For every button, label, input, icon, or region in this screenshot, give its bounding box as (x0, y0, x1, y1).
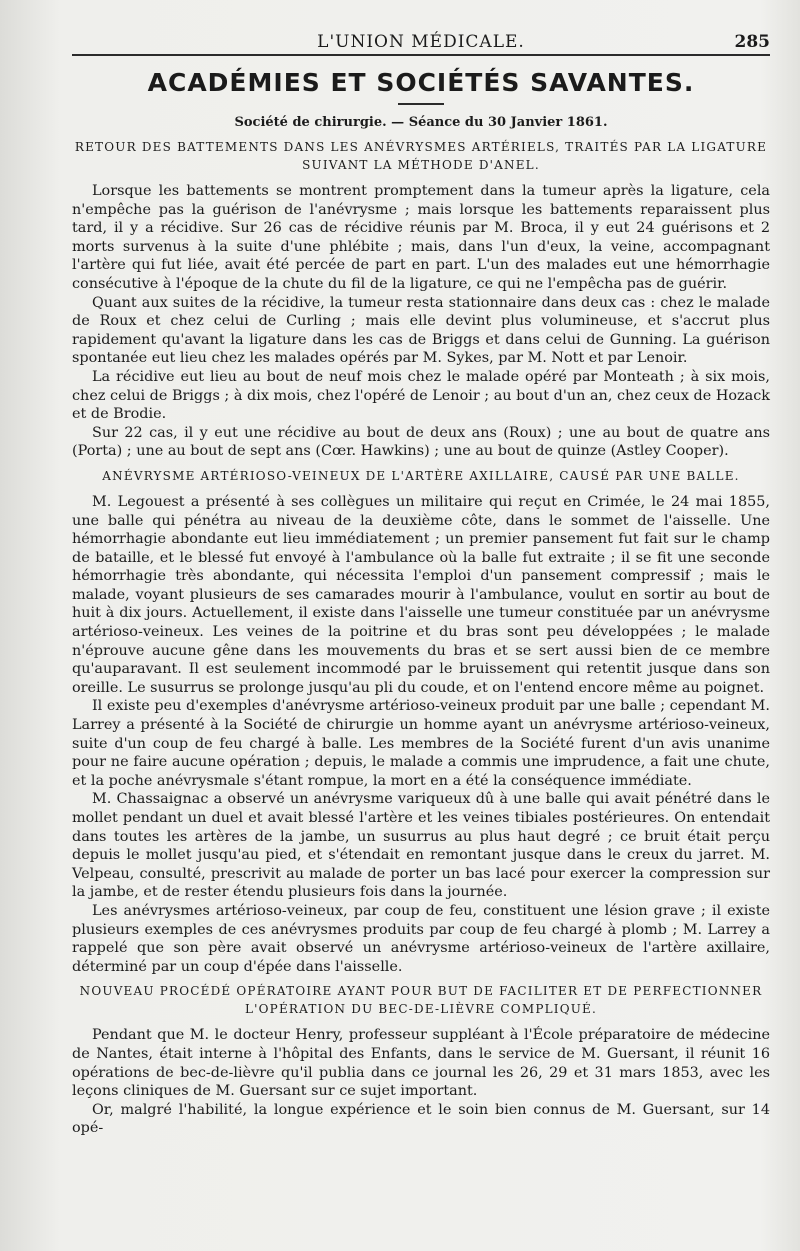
paragraph: Il existe peu d'exemples d'anévrysme artérioso-veineux produit par une balle ; cependant M. Larrey a présenté à la Société de chirurgie un homme ayant un anévrysme artérioso-veineux, suite d'un coup de feu chargé à balle. Les membres de la Société furent d'un avis unanime pour ne faire aucune opération ; depuis, le malade a commis une imprudence, a fait une chute, et la poche anévrysmale s'étant rompue, la mort en a été la conséquence immédiate. (72, 698, 770, 789)
section-title-2: ANÉVRYSME ARTÉRIOSO-VEINEUX DE L'ARTÈRE AXILLAIRE, CAUSÉ PAR UNE BALLE. (102, 468, 740, 483)
section-title-3: NOUVEAU PROCÉDÉ OPÉRATOIRE AYANT POUR BUT DE FACILITER ET DE PERFECTIONNER L'OPÉRATION DU BEC-DE-LIÈVRE COMPLIQUÉ. (79, 984, 763, 1017)
page-number: 285 (734, 32, 770, 52)
heading-rule (398, 103, 444, 105)
journal-title: L'UNION MÉDICALE. (317, 32, 525, 52)
paragraph: Pendant que M. le docteur Henry, professeur suppléant à l'École préparatoire de médecine de Nantes, était interne à l'hôpital des Enfants, dans le service de M. Guersant, il réunit 16 opérations de bec-de-lièvre qu'il publia dans ce journal les 26, 29 et 31 mars 1853, avec les leçons cliniques de M. Guersant sur ce sujet important. (72, 1027, 770, 1100)
paragraph: Quant aux suites de la récidive, la tumeur resta stationnaire dans deux cas : chez le malade de Roux et chez celui de Curling ; mais elle devint plus volumineuse, et s'accrut plus rapidement qu'avant la ligature dans les cas de Briggs et dans celui de Gunning. La guérison spontanée eut lieu chez les malades opérés par M. Sykes, par M. Nott et par Lenoir. (72, 294, 770, 367)
society-session-line: Société de chirurgie. — Séance du 30 Janvier 1861. (234, 115, 608, 130)
paragraph: Lorsque les battements se montrent promptement dans la tumeur après la ligature, cela n'empêche pas la guérison de l'anévrysme ; mais lorsque les battements reparaissent plus tard, il y a récidive. Sur 26 cas de récidive réunis par M. Broca, il y eut 24 guérisons et 2 morts survenus à la suite d'une phlébite ; mais, dans l'un d'eux, la veine, accompagnant l'artère qui fut liée, avait été percée de part en part. L'un des malades eut une hémorrhagie consécutive à l'époque de la chute du fil de la ligature, ce qui ne l'empêcha pas de guérir. (72, 183, 770, 292)
paragraph: Sur 22 cas, il y eut une récidive au bout de deux ans (Roux) ; une au bout de quatre ans (Porta) ; une au bout de sept ans (Cœr. Hawkins) ; une au bout de quinze (Astley Cooper). (72, 424, 770, 460)
section-title-1: RETOUR DES BATTEMENTS DANS LES ANÉVRYSMES ARTÉRIELS, TRAITÉS PAR LA LIGATURE SUIVANT LA MÉTHODE D'ANEL. (74, 140, 768, 172)
paragraph: La récidive eut lieu au bout de neuf mois chez le malade opéré par Monteath ; à six mois, chez celui de Briggs ; à dix mois, chez l'opéré de Lenoir ; au bout d'un an, chez ceux de Hozack et de Brodie. (72, 368, 770, 423)
section-body-1 (72, 182, 770, 461)
paragraph: M. Legouest a présenté à ses collègues un militaire qui reçut en Crimée, le 24 mai 1855, une balle qui pénétra au niveau de la deuxième côte, dans le sommet de l'aisselle. Une hémorrhagie abondante eut lieu immédiatement ; un premier pansement fut fait sur le champ de bataille, et le blessé fut envoyé à l'ambulance où la balle fut extraite ; il se fit une seconde hémorrhagie très abondante, qui nécessita l'emploi d'un pansement compressif ; mais le malade, voyant plusieurs de ses camarades mourir à l'ambulance, voulut en sortir au bout de huit à dix jours. Actuellement, il existe dans l'aisselle une tumeur constituée par un anévrysme artérioso-veineux. Les veines de la poitrine et du bras sont peu développées ; le malade n'éprouve aucune gêne dans les mouvements du bras et se sert aussi bien de ce membre qu'auparavant. Il est seulement incommodé par le bruissement qui retentit jusque dans son oreille. Le susurrus se prolonge jusqu'au pli du coude, et on l'entend encore même au poignet. (72, 493, 770, 696)
paragraph: M. Chassaignac a observé un anévrysme variqueux dû à une balle qui avait pénétré dans le mollet pendant un duel et avait blessé l'artère et les veines tibiales postérieures. On entendait dans toutes les artères de la jambe, un susurrus au plus haut degré ; ce bruit était perçu depuis le mollet jusqu'au pied, et s'étendait en remontant jusque dans le creux du jarret. M. Velpeau, consulté, prescrivit au malade de porter un bas lacé pour exercer la compression sur la jambe, et de rester étendu plusieurs fois dans la journée. (72, 791, 770, 901)
running-header (72, 28, 770, 56)
paragraph: Or, malgré l'habilité, la longue expérience et le soin bien connus de M. Guersant, sur 14 opé- (72, 1101, 770, 1137)
paragraph: Les anévrysmes artérioso-veineux, par coup de feu, constituent une lésion grave ; il existe plusieurs exemples de ces anévrysmes produits par coup de feu chargé à plomb ; M. Larrey a rappelé que son père avait observé un anévrysme artérioso-veineux de l'artère axillaire, déterminé par un coup d'épée dans l'aisselle. (72, 902, 770, 975)
section-body-2 (72, 493, 770, 976)
section-body-3 (72, 1026, 770, 1138)
main-heading: ACADÉMIES ET SOCIÉTÉS SAVANTES. (147, 68, 695, 97)
